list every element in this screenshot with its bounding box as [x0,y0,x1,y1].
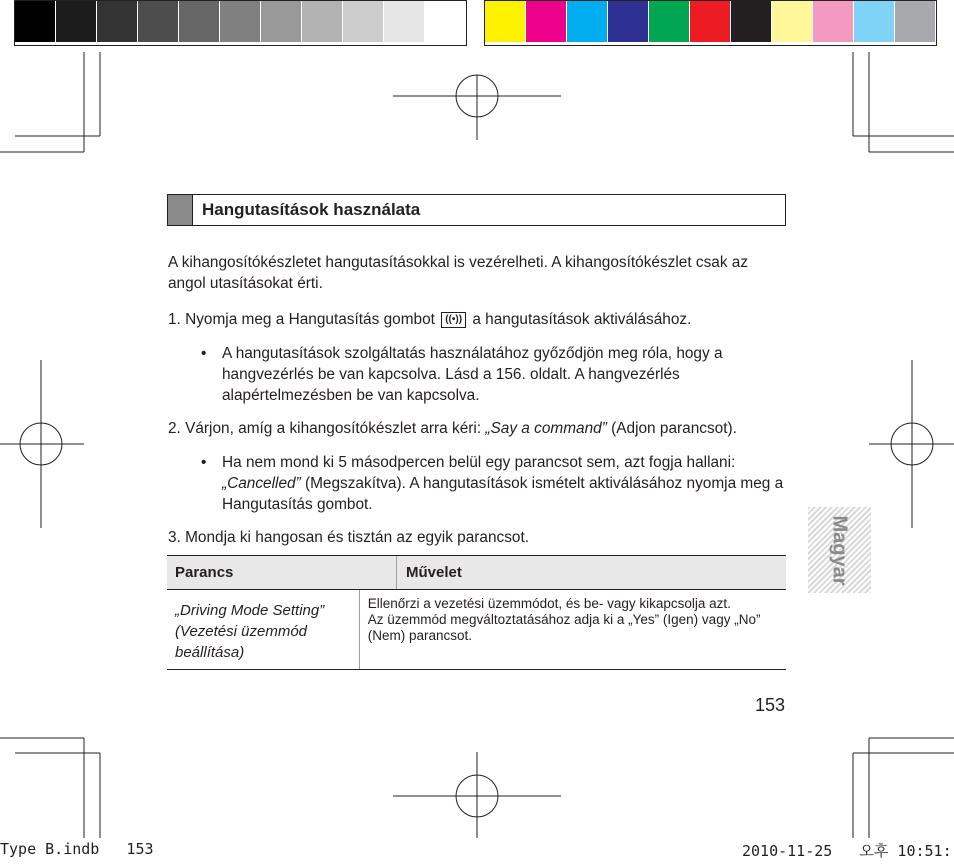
bullet-2-text-after: (Megszakítva). A hangutasítások ismételt aktiválásához nyomja meg a Hangutasítás gombot. [222,475,784,513]
section-title: Hangutasítások használata [202,200,421,219]
step-1 [168,309,788,330]
bullet-dot: • [201,345,207,362]
cell-action [360,590,786,669]
language-side-tab [808,507,871,593]
bullet-1-text: A hangutasítások szolgáltatás használatához győződjön meg róla, hogy a hangvezérlés be van kapcsolva. Lásd a 156. oldalt. A hangvezérlés alapértelmezésben be van kapcsolva. [222,345,723,404]
bullet-2-text [222,452,788,515]
step-3: 3. Mondja ki hangosan és tisztán az egyik parancsot. [168,529,530,546]
footer-file-info: Type B.indb 153 [0,840,154,858]
step-2-text-after: (Adjon parancsot). [606,420,737,437]
side-tab-label: Magyar [829,514,851,586]
page-number: 153 [755,695,786,715]
bullet-2-text-before: Ha nem mond ki 5 másodpercen belül egy parancsot sem, azt fogja hallani: [222,454,736,471]
cell-action-line-1: Ellenőrzi a vezetési üzemmódot, és be- vagy kikapcsolja azt. [367,596,731,611]
voice-command-button-icon: ((•)) [441,312,466,328]
table-row [167,590,786,669]
table-header [167,555,786,590]
bullet-2 [201,452,791,515]
intro-paragraph: A kihangosítókészletet hangutasításokkal is vezérelheti. A kihangosítókészlet csak az angol utasításokat érti. [168,254,749,292]
cell-action-line-2: Az üzemmód megváltoztatásához adja ki a „Yes” (Igen) vagy „No” (Nem) parancsot. [367,612,761,643]
step-2-quote: „Say a command” [485,420,607,437]
step-1-text-after: a hangutasítások aktiválásához. [472,311,692,328]
footer-timestamp: 2010-11-25 오후 10:51: [742,842,952,860]
step-2 [168,418,788,439]
header-action: Művelet [406,564,462,581]
bullet-1 [201,343,791,406]
cell-command: „Driving Mode Setting” (Vezetési üzemmód beállítása) [167,590,360,669]
header-command: Parancs [167,556,397,589]
step-1-text-before: 1. Nyomja meg a Hangutasítás gombot [168,311,435,328]
command-table [167,555,786,670]
step-2-text-before: 2. Várjon, amíg a kihangosítókészlet arra kéri: [168,420,486,437]
section-header-swatch [168,195,193,225]
section-header [167,194,786,226]
bullet-2-quote: „Cancelled” [222,475,301,492]
bullet-dot: • [201,454,207,471]
